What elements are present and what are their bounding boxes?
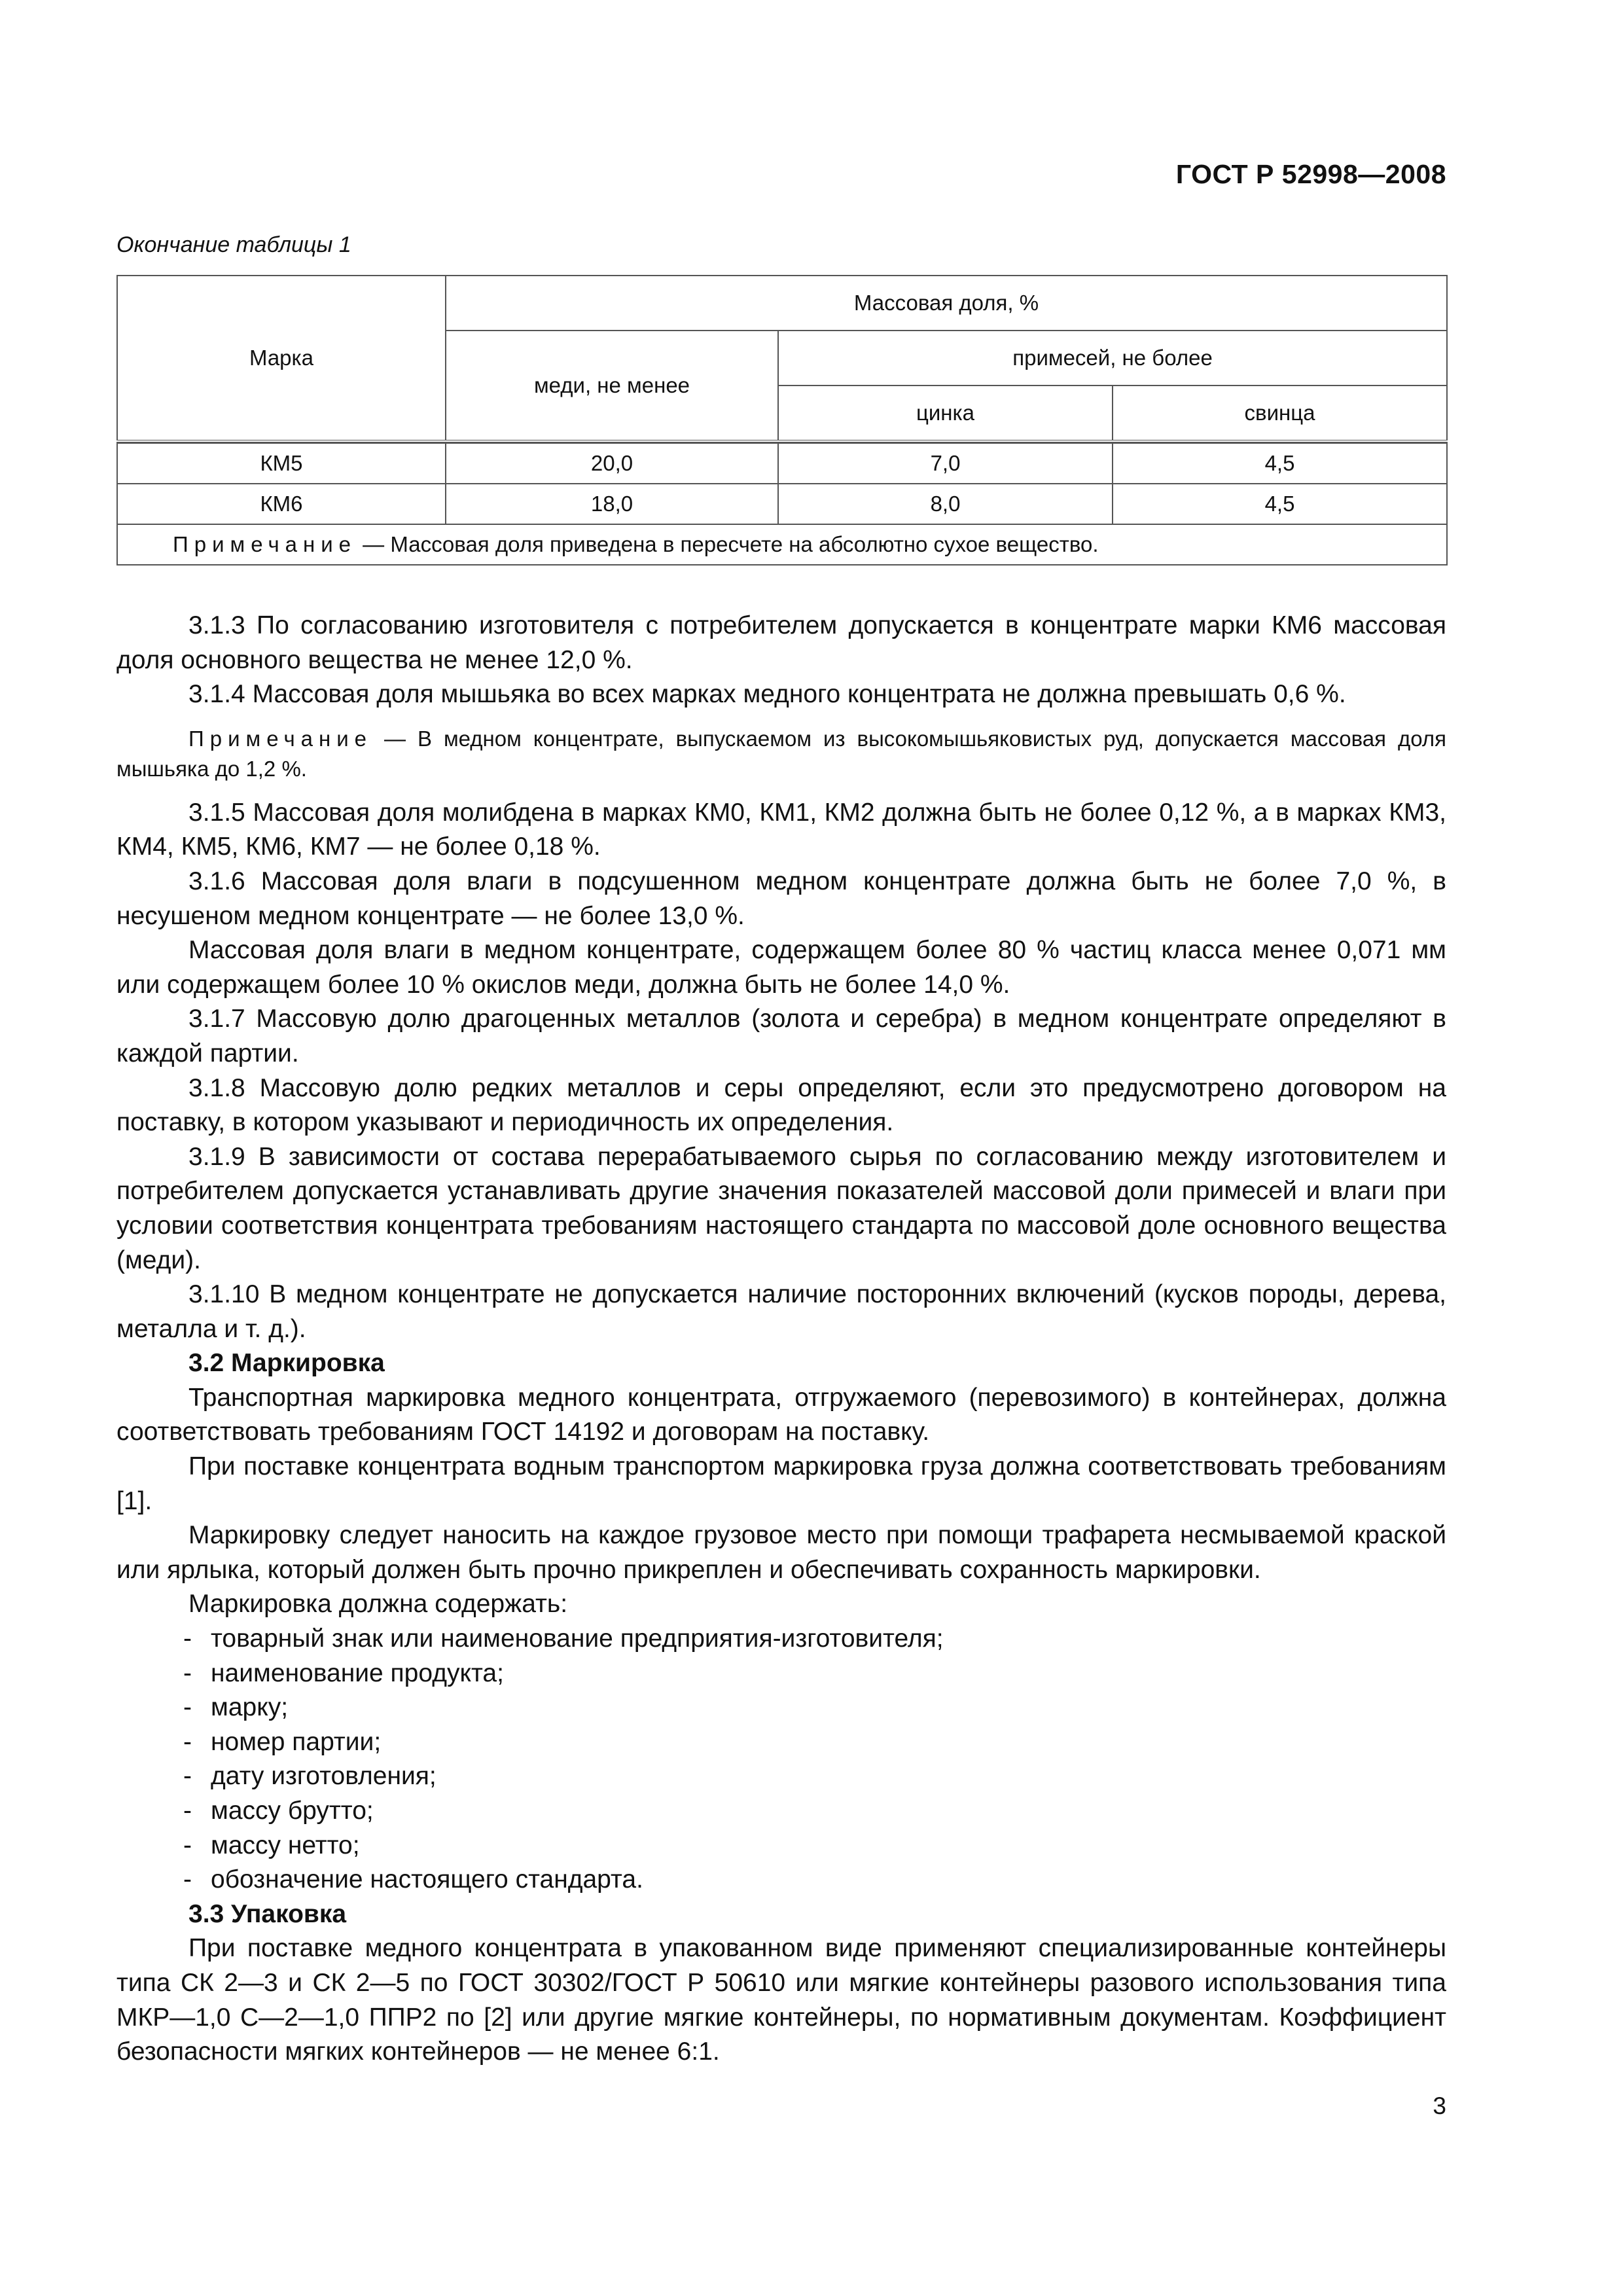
paragraph-3-1-4: 3.1.4 Массовая доля мышьяка во всех марках медного концентрата не должна превышать 0,6 %. [188,680,1346,709]
paragraph-3-1-6: 3.1.6 Массовая доля влаги в подсушенном медном концентрате должна быть не более 7,0 %, в несушеном медном концентрате — не более 13,0 %. [116,867,1446,930]
paragraph-3-2-b: При поставке концентрата водным транспортом маркировка груза должна соответствовать требованиям [1]. [116,1452,1446,1515]
list-item-text: массу брутто; [211,1797,374,1825]
list-item [116,1657,1446,1691]
list-dash: - [183,1624,192,1653]
header-zinc: цинка [778,386,1113,441]
list-item-text: марку; [211,1693,289,1722]
document-code: ГОСТ Р 52998—2008 [1175,159,1446,189]
section-heading-packaging: 3.3 Упаковка [188,1899,347,1928]
paragraph-3-3-a: При поставке медного концентрата в упакованном виде применяют специализированные контейнеры типа СК 2—3 и СК 2—5 по ГОСТ 30302/ГОСТ Р 50610 или мягкие контейнеры разового использования типа МКР—1,0 С—2—1,0 ППР2 по [2] или другие мягкие контейнеры, по нормативным документам. Коэффициент безопасности мягких контейнеров — не менее 6:1. [116,1934,1446,2066]
paragraph-3-1-9: 3.1.9 В зависимости от состава перерабатываемого сырья по согласованию между изготовителем и потребителем допускается устанавливать другие значения показателей массовой доли примесей и влаги при условии соответствия концентрата требованиям настоящего стандарта по массовой доле основного вещества (меди). [116,1142,1446,1274]
list-dash: - [183,1797,192,1825]
list-item [116,1794,1446,1829]
table-note-label: Примечание [173,532,357,556]
cell-lead: 4,5 [1113,484,1447,524]
marking-list [116,1622,1446,1897]
cell-mark: КМ5 [117,443,446,484]
page-number: 3 [1433,2092,1446,2119]
list-dash: - [183,1762,192,1791]
list-dash: - [183,1727,192,1756]
list-dash: - [183,1693,192,1722]
paragraph-3-1-8: 3.1.8 Массовую долю редких металлов и серы определяют, если это предусмотрено договором на поставку, в котором указывают и периодичность их определения. [116,1073,1446,1137]
cell-mark: КМ6 [117,484,446,524]
cell-lead: 4,5 [1113,443,1447,484]
list-item [116,1829,1446,1863]
paragraph-3-2-d: Маркировка должна содержать: [188,1590,568,1619]
header-mass-fraction: Массовая доля, % [446,276,1447,331]
paragraph-3-2-a: Транспортная маркировка медного концентрата, отгружаемого (перевозимого) в контейнерах, должна соответствовать требованиям ГОСТ 14192 и договорам на поставку. [116,1383,1446,1446]
list-item-text: товарный знак или наименование предприятия-изготовителя; [211,1624,944,1653]
paragraph-3-1-10: 3.1.10 В медном концентрате не допускается наличие посторонних включений (кусков породы, дерева, металла и т. д.). [116,1280,1446,1343]
list-item [116,1863,1446,1897]
cell-zinc: 7,0 [778,443,1113,484]
list-item [116,1691,1446,1725]
list-item-text: массу нетто; [211,1831,360,1859]
header-mark: Марка [117,276,446,441]
header-copper: меди, не менее [446,331,778,441]
cell-copper: 18,0 [446,484,778,524]
list-item-text: дату изготовления; [211,1762,437,1791]
list-dash: - [183,1831,192,1859]
paragraph-3-1-3: 3.1.3 По согласованию изготовителя с потребителем допускается в концентрате марки КМ6 массовая доля основного вещества не менее 12,0 %. [116,611,1446,674]
paragraph-3-1-6b: Массовая доля влаги в медном концентрате, содержащем более 80 % частиц класса менее 0,071 мм или содержащем более 10 % окислов меди, должна быть не более 14,0 %. [116,936,1446,999]
note-arsenic-text: — В медном концентрате, выпускаемом из высокомышьяковистых руд, допускается массовая доля мышьяка до 1,2 %. [116,726,1446,781]
table-note [117,524,1447,565]
list-item [116,1759,1446,1794]
header-lead: свинца [1113,386,1447,441]
paragraph-3-2-c: Маркировку следует наносить на каждое грузовое место при помощи трафарета несмываемой краской или ярлыка, который должен быть прочно прикреплен и обеспечивать сохранность маркировки. [116,1521,1446,1584]
body-text [116,609,1446,2070]
table-note-text: — Массовая доля приведена в пересчете на абсолютно сухое вещество. [357,532,1099,556]
list-item [116,1622,1446,1657]
list-item-text: наименование продукта; [211,1659,504,1687]
table-row [117,484,1447,524]
note-arsenic [116,724,1446,784]
table-row [117,443,1447,484]
header-impurities: примесей, не более [778,331,1447,386]
list-item-text: обозначение настоящего стандарта. [211,1865,643,1894]
list-item [116,1725,1446,1760]
paragraph-3-1-5: 3.1.5 Массовая доля молибдена в марках КМ0, КМ1, КМ2 должна быть не более 0,12 %, а в марках КМ3, КМ4, КМ5, КМ6, КМ7 — не более 0,18 %. [116,798,1446,861]
note-arsenic-label: Примечание [188,726,373,751]
cell-zinc: 8,0 [778,484,1113,524]
list-item-text: номер партии; [211,1727,382,1756]
section-heading-marking: 3.2 Маркировка [188,1349,385,1378]
list-dash: - [183,1659,192,1687]
paragraph-3-1-7: 3.1.7 Массовую долю драгоценных металлов (золота и серебра) в медном концентрате определяют в каждой партии. [116,1005,1446,1067]
table-caption: Окончание таблицы 1 [116,232,351,257]
cell-copper: 20,0 [446,443,778,484]
spec-table [116,275,1448,565]
list-dash: - [183,1865,192,1894]
